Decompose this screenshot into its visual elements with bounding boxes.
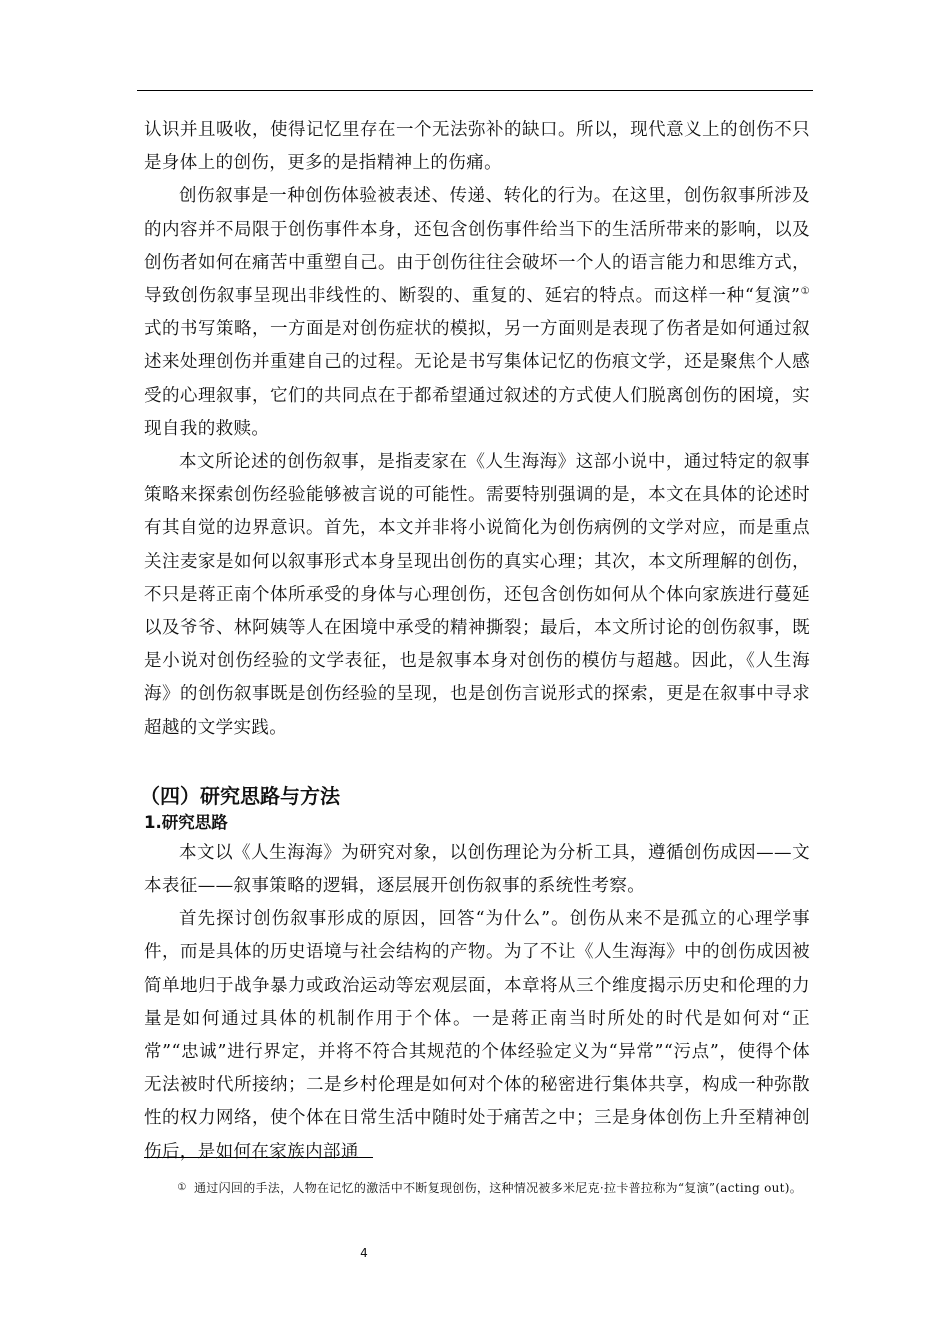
paragraph-scope: 本文所论述的创伤叙事，是指麦家在《人生海海》这部小说中，通过特定的叙事策略来探索创伤经验能够被言说的可能性。需要特别强调的是，本文在具体的论述时有其自觉的边界意识。首先，本文并非将小说简化为创伤病例的文学对应，而是重点关注麦家是如何以叙事形式本身呈现出创伤的真实心理；其次，本文所理解的创伤，不只是蒋正南个体所承受的身体与心理创伤，还包含创伤如何从个体向家族进行蔓延以及爷爷、林阿姨等人在困境中承受的精神撕裂；最后，本文所讨论的创伤叙事，既是小说对创伤经验的文学表征，也是叙事本身对创伤的模仿与超越。因此，《人生海海》的创伤叙事既是创伤经验的呈现，也是创伤言说形式的探索，更是在叙事中寻求超越的文学实践。 [144, 452, 810, 738]
paragraph-text: 式的书写策略，一方面是对创伤症状的模拟，另一方面则是表现了伤者是如何通过叙述来处理创伤并重建自己的过程。无论是书写集体记忆的伤痕文学，还是聚焦个人感受的心理叙事，它们的共同点在于都希望通过叙述的方式使人们脱离创伤的困境，实现自我的救赎。 [144, 319, 810, 439]
paragraph-causes: 首先探讨创伤叙事形成的原因，回答“为什么”。创伤从来不是孤立的心理学事件，而是具体的历史语境与社会结构的产物。为了不让《人生海海》中的创伤成因被简单地归于战争暴力或政治运动等宏观层面，本章将从三个维度揭示历史和伦理的力量是如何通过具体的机制作用于个体。一是蒋正南当时所处的时代是如何对“正常”“忠诚”进行界定，并将不符合其规范的个体经验定义为“异常”“污点”，使得个体无法被时代所接纳；二是乡村伦理是如何对个体的秘密进行集体共享，构成一种弥散性的权力网络，使个体在日常生活中随时处于痛苦之中；三是身体创伤上升至精神创伤后，是如何在家族内部通 [144, 909, 810, 1162]
paragraph-research-approach: 本文以《人生海海》为研究对象，以创伤理论为分析工具，遵循创伤成因——文本表征——叙事策略的逻辑，逐层展开创伤叙事的系统性考察。 [144, 842, 810, 897]
page-number: 4 [360, 1246, 368, 1260]
subsection-heading: 1.研究思路 [144, 812, 228, 832]
footnote [144, 1172, 810, 1204]
footnote-rule [144, 1157, 373, 1158]
paragraph-continued: 认识并且吸收，使得记忆里存在一个无法弥补的缺口。所以，现代意义上的创伤不只是身体上的创伤，更多的是指精神上的伤痛。 [144, 120, 810, 174]
paragraph-trauma-narrative [144, 180, 810, 446]
header-rule [137, 90, 813, 91]
footnote-text: 通过闪回的手法，人物在记忆的激活中不断复现创伤，这种情况被多米尼克·拉卡普拉称为“复演”(acting out)。 [194, 1181, 803, 1195]
body-text [140, 114, 810, 1169]
footnote-mark: ① [177, 1182, 187, 1193]
footnote-reference[interactable]: ① [800, 286, 810, 298]
section-heading: （四）研究思路与方法 [140, 783, 340, 808]
paragraph-text: 创伤叙事是一种创伤体验被表述、传递、转化的行为。在这里，创伤叙事所涉及的内容并不局限于创伤事件本身，还包含创伤事件给当下的生活所带来的影响，以及创伤者如何在痛苦中重塑自己。由于创伤往往会破坏一个人的语言能力和思维方式，导致创伤叙事呈现出非线性的、断裂的、重复的、延宕的特点。而这样一种“复演” [144, 186, 810, 307]
